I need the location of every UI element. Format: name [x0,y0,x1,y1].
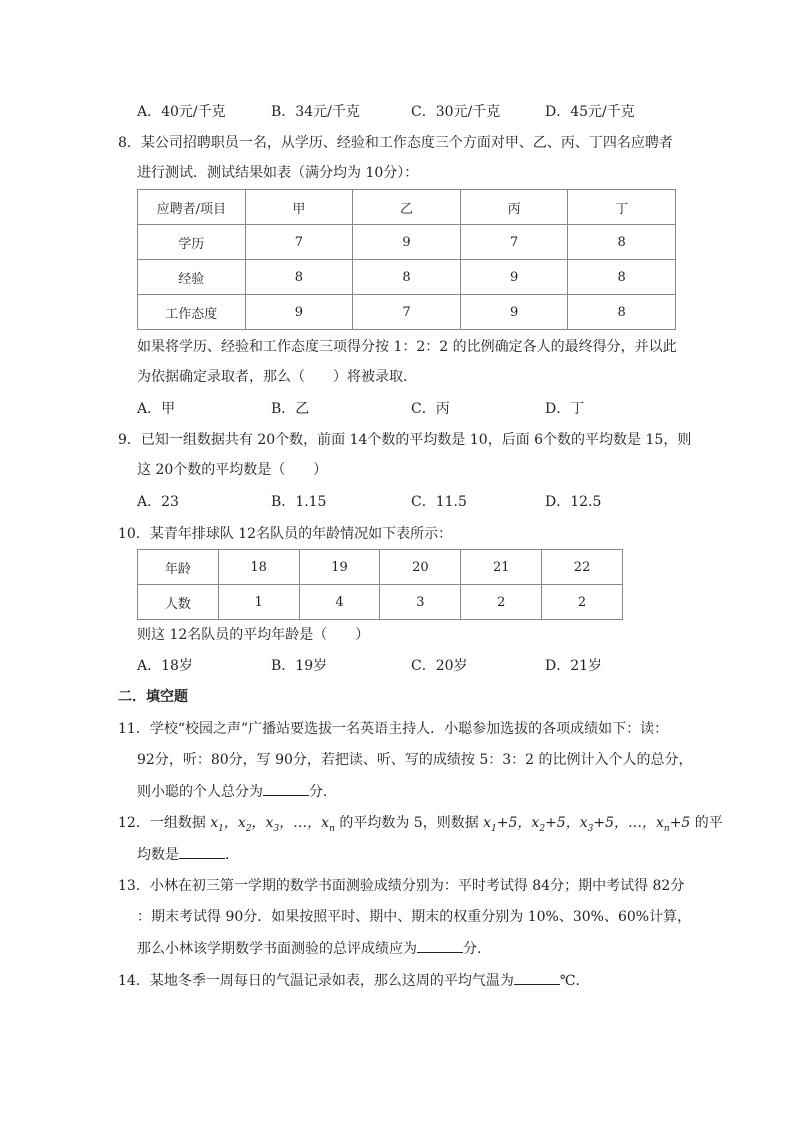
q12-prefix: 12．一组数据 [118,815,211,831]
table-cell: 9 [245,295,353,330]
q14-text [118,970,590,991]
q9-option-a: A．23 [137,494,179,510]
table-cell: 22 [542,550,623,585]
table-row [138,585,623,620]
table-cell: 7 [245,225,353,260]
table-header-cell: 丙 [460,190,568,225]
q14-suffix: ℃． [559,973,590,989]
q9-option-c: C．11.5 [411,494,467,510]
q8-score-table [137,189,676,330]
table-cell: 7 [460,225,568,260]
q10-age-table [137,549,623,620]
q12-middle: 的平均数为 5，则数据 [334,815,484,831]
table-cell: 8 [353,260,461,295]
q13-line3-suffix: 分． [463,941,491,957]
q8-text-line1: 8．某公司招聘职员一名，从学历、经验和工作态度三个方面对甲、乙、丙、丁四名应聘者 [118,135,673,151]
q7-option-c: C．30元/千克 [411,104,501,120]
q11-text-line2: 92分，听：80分，写 90分，若把读、听、写的成绩按 5：3：2 的比例计入个人的总分， [137,752,693,768]
q7-option-d: D．45元/千克 [545,104,635,120]
q12-text-line2 [137,844,239,865]
q11-line3-suffix: 分． [309,784,337,800]
table-cell: 21 [461,550,542,585]
q13-text-line2: ：期末考试得 90分．如果按照平时、期中、期末的权重分别为 10%、30%、60%计算， [137,909,692,925]
q8-text-line2: 进行测试．测试结果如表（满分均为 10分）： [137,165,419,181]
q9-option-b: B．1.15 [271,494,327,510]
table-cell: 8 [245,260,353,295]
q13-line3-prefix: 那么小林该学期数学书面测验的总评成绩应为 [137,941,417,957]
table-cell: 1 [218,585,299,620]
table-cell: 7 [353,295,461,330]
q12-shifted-data-set: $x_1+5$，$x_2+5$，$x_3+5$，…，$x_n+5$ [483,815,691,834]
q8-option-a: A．甲 [137,401,176,417]
table-cell: 年龄 [138,550,219,585]
table-cell: 2 [461,585,542,620]
q11-text-line3 [137,781,337,802]
table-cell: 8 [568,225,676,260]
q8-after-line1: 如果将学历、经验和工作态度三项得分按 1：2：2 的比例确定各人的最终得分，并以此 [137,339,677,355]
table-header-cell: 应聘者/项目 [138,190,246,225]
q12-line2-prefix: 均数是 [137,847,179,863]
table-cell: 9 [460,260,568,295]
q8-option-c: C．丙 [411,401,450,417]
table-cell: 18 [218,550,299,585]
table-row [138,225,676,260]
q10-text-line1: 10．某青年排球队 12名队员的年龄情况如下表所示： [118,526,453,542]
q8-option-d: D．丁 [545,401,585,417]
table-cell: 9 [460,295,568,330]
table-cell: 3 [380,585,461,620]
table-cell: 工作态度 [138,295,246,330]
q12-answer-blank [179,844,225,859]
q7-option-b: B．34元/千克 [271,104,360,120]
q14-prefix: 14．某地冬季一周每日的气温记录如表，那么这周的平均气温为 [118,973,514,989]
q12-line2-suffix: ． [225,847,239,863]
table-cell: 8 [568,260,676,295]
table-header-cell: 丁 [568,190,676,225]
q13-text-line3 [137,938,491,959]
table-header-cell: 乙 [353,190,461,225]
table-cell: 4 [299,585,380,620]
q9-text-line1: 9．已知一组数据共有 20个数，前面 14个数的平均数是 10，后面 6个数的平均数是 15，则 [118,432,692,448]
table-cell: 9 [353,225,461,260]
q11-line3-prefix: 则小聪的个人总分为 [137,784,263,800]
table-row [138,550,623,585]
q10-option-c: C．20岁 [411,658,468,674]
table-cell: 19 [299,550,380,585]
table-header-row [138,190,676,225]
q11-answer-blank [263,781,309,796]
q9-text-line2: 这 20个数的平均数是（ ） [137,462,328,478]
q13-answer-blank [417,938,463,953]
q10-option-a: A．18岁 [137,658,193,674]
q7-option-a: A．40元/千克 [137,104,226,120]
table-cell: 人数 [138,585,219,620]
q14-answer-blank [514,970,560,985]
q10-option-b: B．19岁 [271,658,328,674]
q12-text-line1 [118,813,723,839]
table-header-cell: 甲 [245,190,353,225]
table-cell: 20 [380,550,461,585]
q9-option-d: D．12.5 [545,494,602,510]
table-cell: 经验 [138,260,246,295]
q10-option-d: D．21岁 [545,658,603,674]
q11-text-line1: 11．学校“校园之声”广播站要选拔一名英语主持人．小聪参加选拔的各项成绩如下：读： [118,721,669,737]
q12-end: 的平 [690,815,723,831]
table-row [138,260,676,295]
table-cell: 2 [542,585,623,620]
section-title: 二．填空题 [118,689,188,705]
table-cell: 8 [568,295,676,330]
q10-after-text: 则这 12名队员的平均年龄是（ ） [137,627,370,643]
table-row [138,295,676,330]
table-cell: 学历 [138,225,246,260]
q8-after-line2: 为依据确定录取者，那么（ ）将被录取． [137,369,417,385]
q12-data-set: $x_1$，$x_2$，$x_3$，…，$x_n$ [210,815,335,834]
q13-text-line1: 13．小林在初三第一学期的数学书面测验成绩分别为：平时考试得 84分；期中考试得 82分 [118,878,685,894]
q8-option-b: B．乙 [271,401,310,417]
